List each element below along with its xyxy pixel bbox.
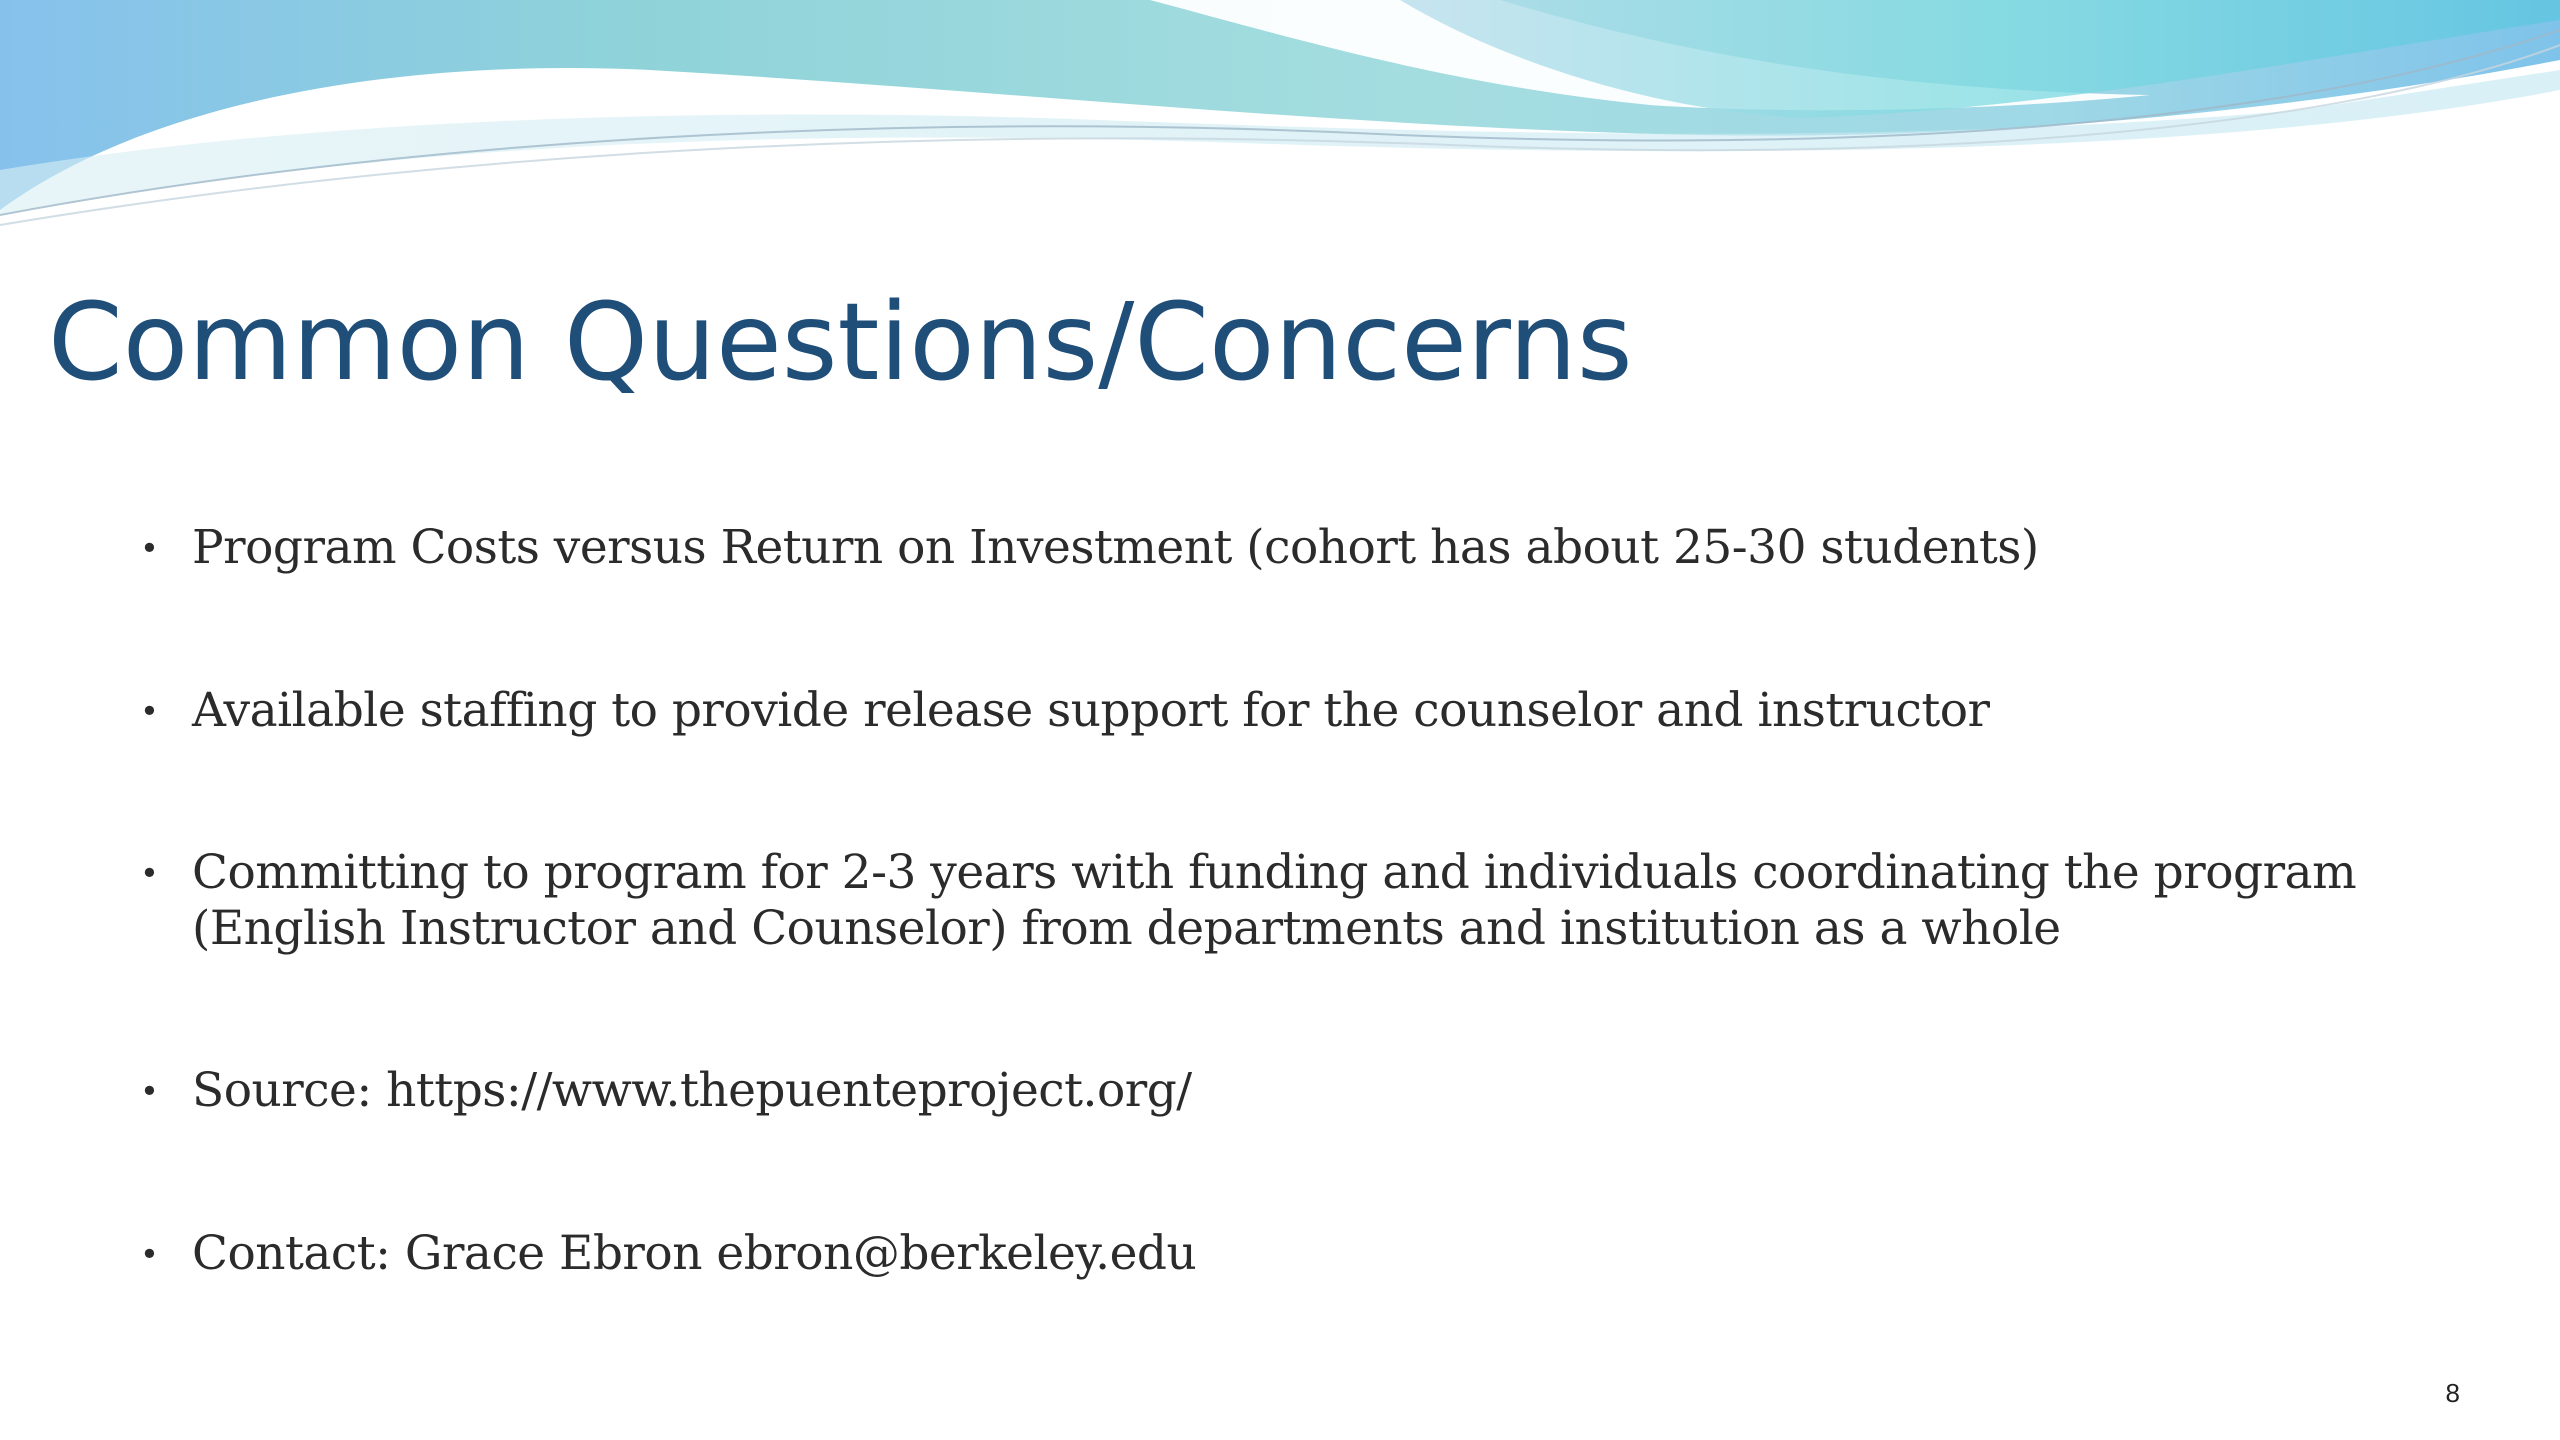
bullet-text: Contact: Grace Ebron ebron@berkeley.edu [192,1226,1197,1281]
slide-title: Common Questions/Concerns [48,281,1633,405]
bullet-item [140,1226,2440,1282]
bullet-text: Committing to program for 2-3 years with funding and individuals coordinating the program (English Instructor and Counselor) from departments and institution as a whole [192,845,2357,956]
bullet-item [140,683,2440,739]
bullet-marker: • [140,692,159,730]
bullet-marker: • [140,1072,159,1110]
bullet-text: Source: https://www.thepuenteproject.org/ [192,1063,1192,1118]
bullet-marker: • [140,1235,159,1273]
bullet-item [140,845,2440,957]
bullet-marker: • [140,854,159,892]
bullet-text: Program Costs versus Return on Investment (cohort has about 25-30 students) [192,520,2039,575]
bullet-text: Available staffing to provide release support for the counselor and instructor [192,683,1990,738]
bullet-item [140,1063,2440,1119]
page-number: 8 [2445,1378,2460,1408]
bullet-item [140,520,2440,576]
bullet-marker: • [140,529,159,567]
